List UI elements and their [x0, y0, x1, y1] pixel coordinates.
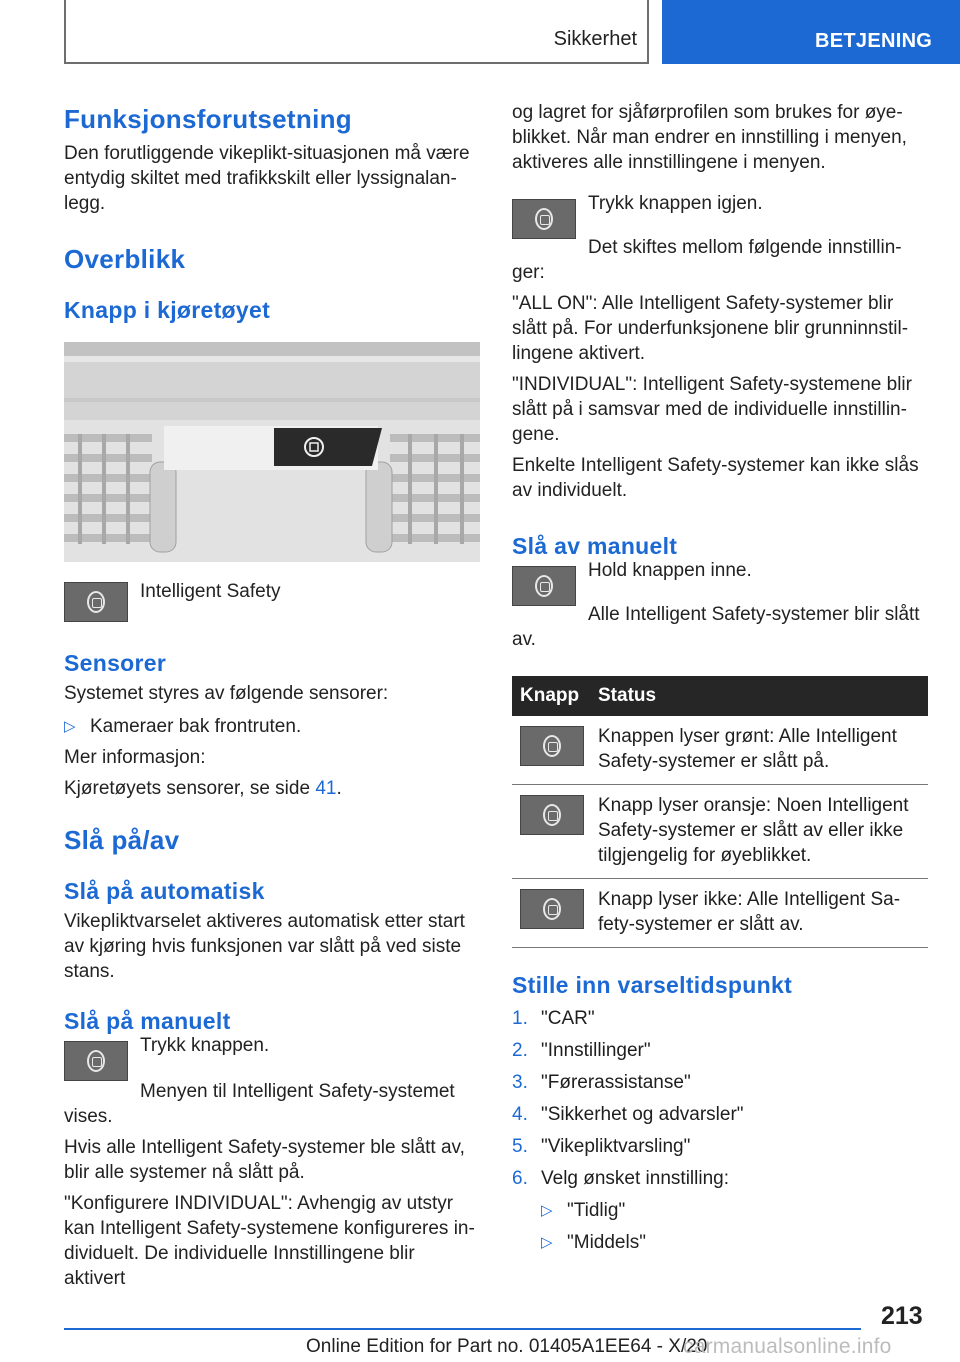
- bullet-item: [64, 714, 480, 739]
- intelligent-safety-button-image: [512, 199, 576, 239]
- list-item: 4. "Sikkerhet og advarsler": [512, 1104, 744, 1125]
- list-item: 6. Velg ønsket innstilling:: [512, 1168, 729, 1189]
- table-header-knapp: Knapp: [512, 676, 590, 716]
- heading-sla-pa-manuelt: Slå på manuelt: [64, 1008, 231, 1034]
- intelligent-safety-button-image: [512, 566, 576, 606]
- text-trykk-igjen: Trykk knappen igjen.: [588, 193, 763, 214]
- button-off-image: [520, 889, 584, 929]
- heading-sensorer: Sensorer: [64, 650, 167, 676]
- text-enkelte: Enkelte Intelligent Safety-systemer kan ikke slås av individuelt.: [512, 455, 919, 501]
- heading-overblikk: Overblikk: [64, 244, 186, 274]
- page-number: 213: [881, 1302, 923, 1330]
- button-legend-row: [64, 582, 480, 622]
- intelligent-safety-icon: [87, 591, 105, 613]
- intelligent-safety-icon: [543, 898, 561, 920]
- footer-edition: Online Edition for Part no. 01405A1EE64 - X/20: [306, 1336, 708, 1357]
- text-reference: Kjøretøyets sensorer, se side 41.: [64, 778, 342, 799]
- bullet-kamera-text: Kameraer bak frontruten.: [90, 716, 302, 737]
- text-sensorer: Systemet styres av følgende sensorer:: [64, 683, 389, 704]
- page-link[interactable]: 41: [315, 778, 337, 799]
- intelligent-safety-icon: [543, 804, 561, 826]
- button-orange-image: [520, 795, 584, 835]
- hold-button-row: [512, 560, 928, 606]
- intelligent-safety-icon: [87, 1050, 105, 1072]
- sub-option-text: "Tidlig": [567, 1200, 626, 1221]
- status-table: [512, 676, 928, 948]
- table-row: [512, 716, 928, 785]
- reference-text: Kjøretøyets sensorer, se side: [64, 778, 316, 799]
- list-item: 5. "Vikepliktvarsling": [512, 1136, 691, 1157]
- text-continuation: og lagret for sjåførprofilen som brukes for øyeblikket. Når man endrer en innstilling i menyen, aktiveres alle innstillingene i menyen.: [512, 102, 907, 173]
- intelligent-safety-icon: [543, 735, 561, 757]
- bullet-triangle-icon: ▷: [64, 718, 76, 735]
- watermark: carmanualsonline.info: [683, 1335, 892, 1358]
- intelligent-safety-button-image: [64, 1041, 128, 1081]
- steps-list: [512, 1003, 928, 1195]
- table-header-status: Status: [590, 676, 928, 716]
- text-funksjonsforutsetning: Den forutliggende vikeplikt-situasjonen må være entydig skiltet med trafikkskilt eller lyssignalanlegg.: [64, 143, 470, 214]
- dashboard-photo: [64, 342, 480, 562]
- heading-knapp-i-kjoretoyet: Knapp i kjøretøyet: [64, 297, 271, 323]
- intelligent-safety-icon: [535, 575, 553, 597]
- heading-sla-pa-automatisk: Slå på automatisk: [64, 878, 265, 904]
- header-frame: [64, 0, 649, 64]
- button-legend-label: Intelligent Safety: [140, 581, 281, 602]
- table-header-row: [512, 676, 928, 716]
- bullet-triangle-icon: ▷: [541, 1202, 553, 1219]
- heading-stille-inn: Stille inn varseltidspunkt: [512, 972, 793, 998]
- left-column: [64, 100, 480, 1291]
- list-item: 3. "Førerassistanse": [512, 1072, 691, 1093]
- text-mer-informasjon: Mer informasjon:: [64, 747, 206, 768]
- intelligent-safety-icon: [535, 208, 553, 230]
- heading-sla-av-manuelt: Slå av manuelt: [512, 533, 678, 559]
- text-alle-av: Alle Intelligent Safety-systemer blir slått av.: [512, 604, 920, 650]
- list-item: 2. "Innstillinger": [512, 1040, 651, 1061]
- list-item: 1. "CAR": [512, 1008, 595, 1029]
- sub-option-item: [541, 1195, 928, 1227]
- sub-option-text: "Middels": [567, 1232, 646, 1253]
- bullet-triangle-icon: ▷: [541, 1234, 553, 1251]
- intelligent-safety-button-image: [64, 582, 128, 622]
- chapter-tab: [662, 0, 960, 64]
- text-trykk-knappen: Trykk knappen.: [140, 1035, 270, 1056]
- chapter-tab-label: BETJENING: [815, 30, 933, 52]
- text-all-on: "ALL ON": Alle Intelligent Safety-systemer blir slått på. For underfunksjonene blir grunninnstillingene aktivert.: [512, 293, 909, 364]
- table-row: [512, 785, 928, 879]
- text-individual: "INDIVIDUAL": Intelligent Safety-systemene blir slått på i samsvar med de individuelle innstillingene.: [512, 374, 912, 445]
- text-konfigurere: "Konfigurere INDIVIDUAL": Avhengig av utstyr kan Intelligent Safety-systemene konfigureres individuelt. De individuelle Innstillingene blir aktivert: [64, 1193, 475, 1289]
- table-cell-status: Knapp lyser oransje: Noen Intelligent Safety-systemer er slått av eller ikke tilgjengelig for øyeblikket.: [590, 785, 928, 879]
- footer-divider: [64, 1328, 861, 1330]
- text-hvis-alle: Hvis alle Intelligent Safety-systemer ble slått av, blir alle systemer nå slått på.: [64, 1137, 465, 1183]
- text-hold-knappen: Hold knappen inne.: [588, 560, 752, 581]
- text-automatisk: Vikepliktvarselet aktiveres automatisk etter start av kjøring hvis funksjonen var slått på ved siste stans.: [64, 911, 465, 982]
- press-button-row: [64, 1035, 480, 1081]
- text-menyen: Menyen til Intelligent Safety-systemet vises.: [64, 1081, 455, 1127]
- table-cell-status: Knappen lyser grønt: Alle Intelligent Safety-systemer er slått på.: [590, 716, 928, 785]
- press-again-row: [512, 193, 928, 239]
- heading-sla-pa-av: Slå på/av: [64, 825, 180, 855]
- table-row: [512, 879, 928, 948]
- text-skiftes: Det skiftes mellom følgende innstillinger:: [512, 237, 902, 283]
- dashboard-illustration: [64, 342, 480, 562]
- sub-option-item: [541, 1227, 928, 1259]
- sub-options: [512, 1195, 928, 1259]
- table-cell-status: Knapp lyser ikke: Alle Intelligent Safety-systemer er slått av.: [590, 879, 928, 948]
- heading-funksjonsforutsetning: Funksjonsforutsetning: [64, 104, 352, 134]
- right-column: [512, 100, 928, 1259]
- section-title: Sikkerhet: [553, 28, 637, 50]
- button-green-image: [520, 726, 584, 766]
